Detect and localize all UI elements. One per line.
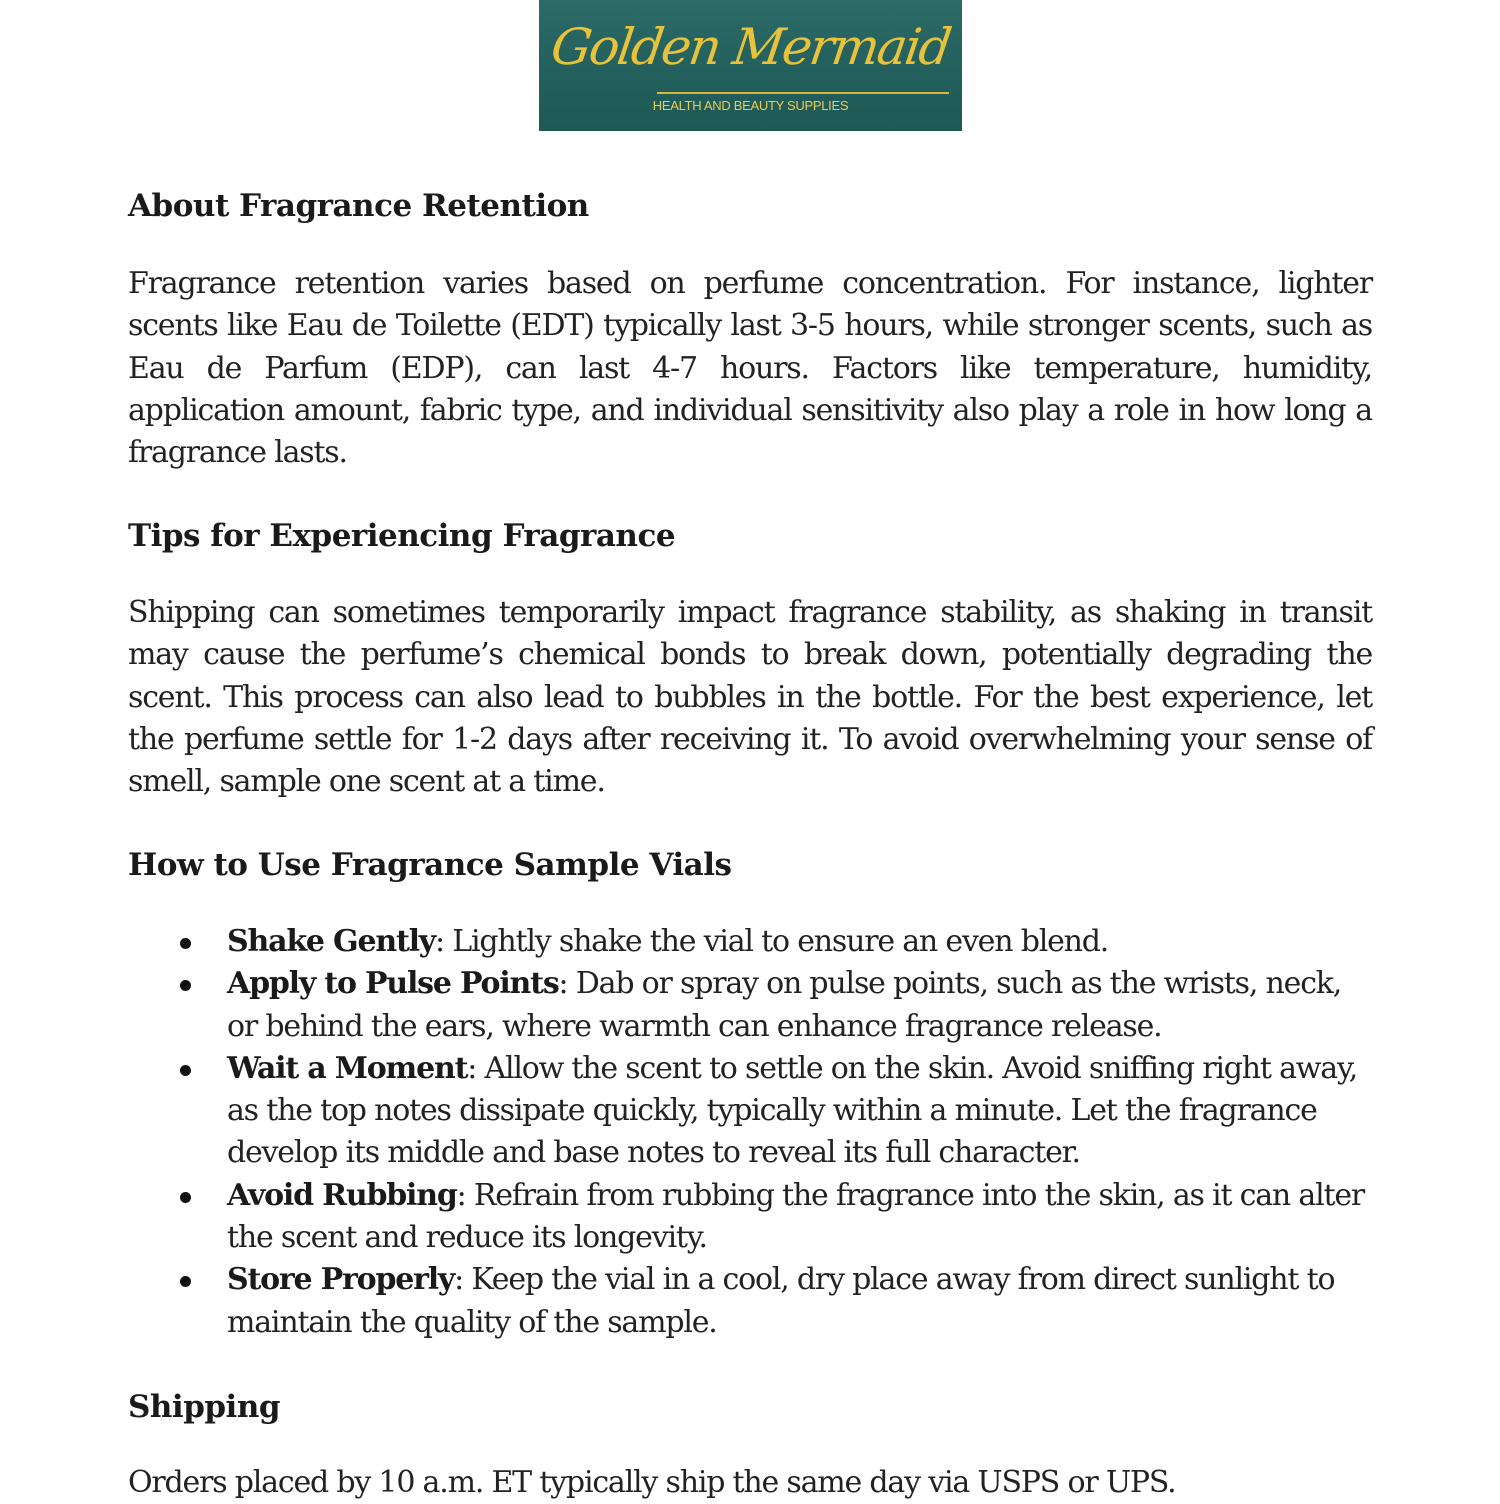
logo-underline	[657, 92, 949, 94]
list-item-term: Shake Gently	[227, 924, 436, 959]
list-item-text: : Dab or spray on pulse points, such as the wrists, neck, or behind the ears, where warmth can enhance fragrance release.	[227, 966, 1342, 1044]
brand-logo	[539, 0, 962, 131]
paragraph-experiencing-fragrance: Shipping can sometimes temporarily impact fragrance stability, as shaking in transit may cause the perfume’s chemical bonds to break down, potentially degrading the scent. This process can also lead to bubbles in the bottle. For the best experience, let the perfume settle for 1-2 days after receiving it. To avoid overwhelming your sense of smell, sample one scent at a time.	[128, 595, 1372, 800]
bullet-icon	[180, 1276, 191, 1287]
list-item	[128, 1259, 1372, 1344]
list-item-text: : Refrain from rubbing the fragrance into the skin, as it can alter the scent and reduce its longevity.	[227, 1177, 1365, 1256]
bullet-icon	[180, 1192, 191, 1203]
sample-vial-tips-list	[128, 921, 1372, 1344]
logo-brand-name: Golden Mermaid	[547, 18, 954, 76]
list-item	[128, 1175, 1372, 1260]
list-item-term: Avoid Rubbing	[227, 1177, 457, 1213]
paragraph-shipping: Orders placed by 10 a.m. ET typically ship the same day via USPS or UPS.	[128, 1465, 1176, 1500]
heading-fragrance-retention: About Fragrance Retention	[128, 188, 589, 224]
list-item-term: Store Properly	[227, 1262, 455, 1298]
bullet-icon	[180, 980, 191, 991]
list-item	[128, 921, 1372, 963]
list-item-text: : Keep the vial in a cool, dry place away from direct sunlight to maintain the quality of the sample.	[227, 1262, 1335, 1340]
paragraph-fragrance-retention: Fragrance retention varies based on perfume concentration. For instance, lighter scents like Eau de Toilette (EDT) typically last 3-5 hours, while stronger scents, such as Eau de Parfum (EDP), can last 4-7 hours. Factors like temperature, humidity, application amount, fabric type, and individual sensitivity also play a role in how long a fragrance lasts.	[128, 266, 1372, 471]
heading-sample-vials: How to Use Fragrance Sample Vials	[128, 847, 732, 883]
list-item-text: : Lightly shake the vial to ensure an even blend.	[435, 924, 1109, 959]
bullet-icon	[180, 938, 191, 949]
list-item-text: : Allow the scent to settle on the skin. Avoid sniffing right away, as the top notes dissipate quickly, typically within a minute. Let the fragrance develop its middle and base notes to reveal its full character.	[227, 1050, 1358, 1171]
list-item-term: Wait a Moment	[227, 1050, 468, 1086]
bullet-icon	[180, 1065, 191, 1076]
list-item	[128, 1048, 1372, 1175]
list-item-term: Apply to Pulse Points	[227, 966, 559, 1002]
logo-tagline: HEALTH AND BEAUTY SUPPLIES	[652, 98, 849, 113]
heading-experiencing-fragrance: Tips for Experiencing Fragrance	[128, 518, 676, 554]
heading-shipping: Shipping	[128, 1389, 281, 1425]
list-item	[128, 963, 1372, 1048]
